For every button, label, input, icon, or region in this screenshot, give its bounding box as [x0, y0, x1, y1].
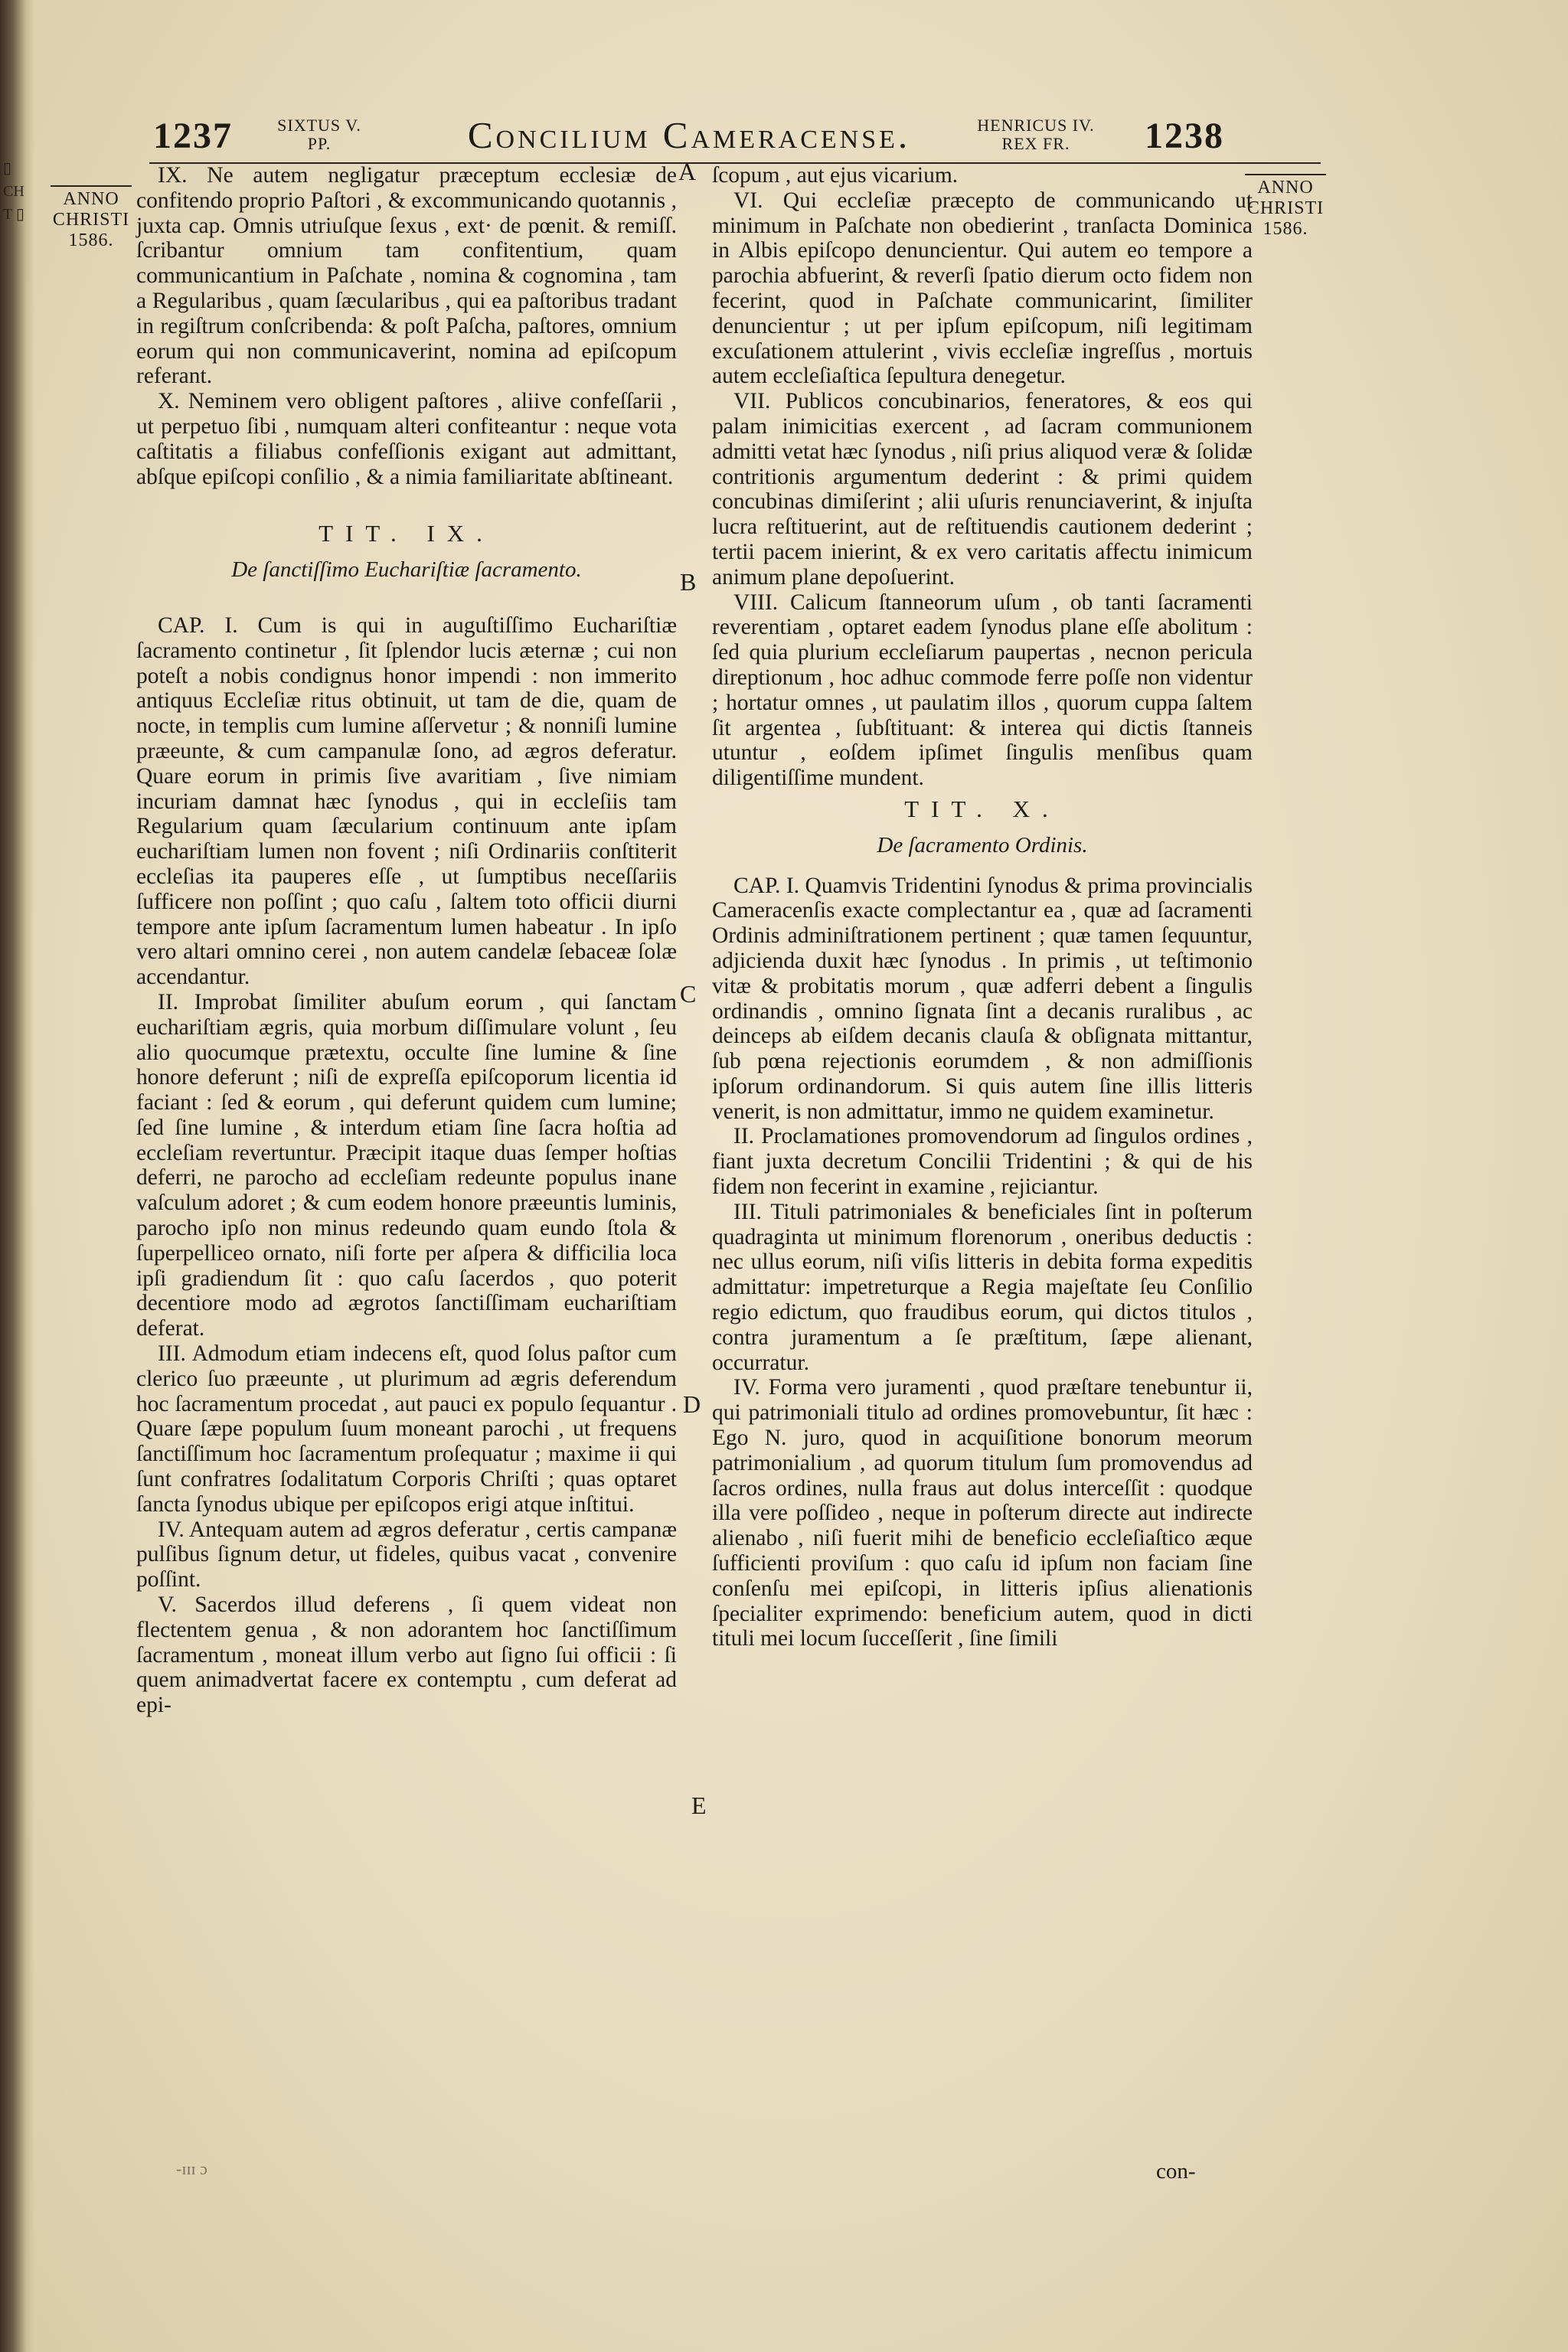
stray-mark: -ɪɪɪ ɔ — [176, 2159, 207, 2178]
section-marker-e: E — [691, 1792, 707, 1819]
title-subheading: De ſacramento Ordinis. — [877, 832, 1088, 858]
section-marker-b: B — [680, 568, 697, 596]
page-number-right: 1238 — [1145, 116, 1224, 156]
running-title: Concilium Cameracense. — [467, 114, 911, 156]
margin-note-left-line-2: CHRISTI — [52, 210, 130, 230]
right-column — [712, 163, 1253, 1651]
paragraph: ſcopum , aut ejus vicarium. — [712, 163, 959, 188]
margin-note-right-rule — [1245, 174, 1326, 175]
running-head-right — [971, 116, 1101, 153]
title-heading: TIT. IX. — [318, 520, 495, 547]
section-marker-c: C — [680, 980, 697, 1008]
margin-note-left-line-1: ANNO — [63, 189, 119, 209]
running-head-left-line-2: PP. — [307, 134, 332, 153]
paragraph: CAP. I. Quamvis Tridentini ſynodus & prima provincialis Cameracenſis exacte complectantur ea , quæ ad ſacramenti Ordinis adminiſtrationem pertinent ; quæ tamen ſequuntur, adjicienda duxit hæc ſynodus . In primis , ut teſtimonio vitæ & probitatis morum , quæ adferri debent a ſingulis ordinandis , omnino ſignata ſint a decanis ruralibus , ac deinceps ab eiſdem decanis clauſa & obſignata mittantur, ſub pœna rejectionis eorumdem , & non admiſſionis ipſorum ordinandorum. Si quis autem ſine illis litteris venerit, is non admittatur, immo ne quidem examinetur. — [712, 873, 1253, 1124]
margin-note-left-line-3: 1586. — [68, 230, 114, 250]
catchword: con- — [1156, 2159, 1196, 2184]
running-head-right-line-1: HENRICUS IV. — [977, 116, 1095, 135]
page-number-left: 1237 — [153, 116, 233, 156]
section-marker-a: A — [678, 158, 697, 185]
title-subheading: De ſanctiſſimo Euchariſtiæ ſacramento. — [231, 557, 582, 583]
paragraph: CAP. I. Cum is qui in auguſtiſſimo Euchariſtiæ ſacramento continetur , ſit ſplendor lucis æternæ ; cui non poteſt a nobis condignus honor impendi : non immerito antiquus Eccleſiæ ritus obtinuit, ut tam de die, quam de nocte, in templis cum lumine aſſervetur ; & nonniſi lumine præeunte, & cum campanulæ ſono, ad ægros deferatur. Quare eorum in primis ſive avaritiam , ſive nimiam incuriam damnat hæc ſynodus , qui in eccleſiis tam Regularium quam ſæcularium continuum ante ipſam euchariſtiam lumen non fovent ; niſi Ordinariis conſtiterit eccleſias ita pauperes eſſe , ut ſumptibus neceſſariis ſufficere non poſſint ; quo caſu , ſaltem toto officii diurni tempore ante ipſum ſacramentum lumen habeatur . In ipſo vero altari omnino cerei , non autem candelæ ſebaceæ ſolæ accendantur. — [136, 612, 677, 990]
paragraph: IX. Ne autem negligatur prӕceptum ecclesiӕ de confitendo proprio Paſtori , & excommunicando quotannis , juxta cap. Omnis utriuſque ſexus , ext· de pœnit. & remiſſ. ſcribantur omnium tam confitentium, quam communicantium in Paſchate , nomina & cognomina , tam a Regularibus , quam ſæcularibus , qui ea paſtoribus tradant in regiſtrum conſcribenda: & poſt Paſcha, paſtores, omnium eorum qui non communicaverint, nomina ad epiſcopum referant. — [136, 163, 677, 389]
paragraph: VIII. Calicum ſtanneorum uſum , ob tanti ſacramenti reverentiam , optaret eadem ſynodus plane eſſe abolitum : ſed quia plurium eccleſiarum paupertas , necnon pericula direptionum , hoc adhuc commode ferre poſſe non videntur ; hortatur omnes , ut paulatim illos , quorum cuppa ſaltem ſit argentea , ſubſtituant: & interea qui dictis ſtanneis utuntur , eoſdem ipſimet ſingulis menſibus quam diligentiſſime mundent. — [712, 590, 1253, 791]
paragraph: IV. Forma vero juramenti , quod præſtare tenebuntur ii, qui patrimoniali titulo ad ordines promovebuntur, ſit hæc : Ego N. juro, quod in acquiſitione bonorum meorum patrimonialium , ad quorum titulum ſum promovendus ad ſacros ordines, nulla fraus aut dolus interceſſit : quodque illa vere poſſideo , neque in poſterum directe aut indirecte alienabo , niſi fuerit mihi de beneficio eccleſiaſtico æque ſufficienti proviſum : quo caſu id ipſum non faciam ſine conſenſu mei epiſcopi, in litteris ipſius alienationis ſpecialiter exprimendo: beneficium autem, quod in dicti tituli mei locum ſucceſſerit , ſine ſimili — [712, 1375, 1253, 1651]
paragraph: III. Admodum etiam indecens eſt, quod ſolus paſtor cum clerico ſuo præeunte , ut plurimum ad ægris deferendum hoc ſacramentum procedat , aut pauci ex populo ſequantur . Quare ſæpe populum ſuum moneant parochi , ut frequens ſanctiſſimum hoc ſacramentum proſequatur ; maxime ii qui ſunt confratres ſodalitatum Corporis Chriſti ; quas optaret ſancta ſynodus ubique per epiſcopos erigi atque inſtitui. — [136, 1341, 677, 1517]
paragraph: III. Tituli patrimoniales & beneficiales ſint in poſterum quadraginta ut minimum florenorum , oneribus deductis : nec ullus eorum, niſi viſis litteris in debita forma expeditis admittatur: impetreturque a Regia majeſtate ſeu Conſilio regio edictum, quo fraudibus eorum, qui dictos titulos , contra juramentum a ſe præſtitum, ſæpe alienant, occurratur. — [712, 1199, 1253, 1375]
binding-text-fragment: ▯ CH T ▯ — [3, 160, 24, 223]
margin-note-right-line-3: 1586. — [1263, 219, 1308, 239]
paragraph: II. Improbat ſimiliter abuſum eorum , qui ſanctam euchariſtiam ægris, quia morbum diſſimulare volunt , ſeu alio quocumque prætextu, occulte ſine lumine & ſine honore deferunt ; niſi de expreſſa epiſcoporum licentia id faciant : ſed & eorum , qui deferunt quidem cum lumine; ſed ſine lumine , & interdum etiam ſine ſacra hoſtia ad eccleſiam revertuntur. Præcipit itaque duas ſemper hoſtias deferri, ne parocho ad eccleſiam redeunte populus inane vaſculum adoret ; & cum eodem honore præeuntis luminis, parocho ipſo non minus redeundo quam eundo ſtola & ſuperpelliceo ornato, niſi forte per aſpera & difficilia loca ipſi gradiendum ſit : quo caſu ſacerdos , quo poterit decentiore modo ad ægrotos ſanctiſſimam euchariſtiam deferat. — [136, 989, 677, 1341]
paragraph: IV. Antequam autem ad ægros deferatur , certis campanæ pulſibus ſignum detur, ut fideles, quibus vacat , convenire poſſint. — [136, 1517, 677, 1592]
paragraph: X. Neminem vero obligent paſtores , aliive confeſſarii , ut perpetuo ſibi , numquam alteri confiteantur : neque vota caſtitatis a filiabus confeſſionis exigant aut admittant, abſque epiſcopi conſilio , & a nimia familiaritate abſtineant. — [136, 389, 677, 489]
margin-note-right-line-2: CHRISTI — [1246, 198, 1325, 218]
left-column — [136, 163, 677, 1718]
paragraph: VI. Qui eccleſiæ præcepto de communicando ut minimum in Paſchate non obedierint , tranſacta Dominica in Albis epiſcopo denuncientur. Qui autem eo tempore a parochia abfuerint, & reverſi ſpatio dierum octo fidem non fecerint, quod in Paſchate communicarint, ſimiliter denuncientur ; ut per ipſum epiſcopum, niſi legitimam excuſationem attulerint , vivis eccleſiæ ingreſſus , mortuis autem eccleſiaſtica ſepultura denegetur. — [712, 188, 1253, 389]
paragraph: V. Sacerdos illud deferens , ſi quem videat non flectentem genua , & non adorantem hoc ſanctiſſimum ſacramentum , moneat illum verbo aut ſigno ſui officii : ſi quem animadvertat facere ex contemptu , cum deferat ad epi- — [136, 1592, 677, 1718]
title-heading: TIT. X. — [904, 795, 1060, 822]
paragraph: VII. Publicos concubinarios, feneratores, & eos qui palam inimicitias exercent , ad ſacram communionem admitti vetat hæc ſynodus , niſi prius aliquod veræ & ſolidæ contritionis argumentum dederint : & primi quidem concubinas dimiſerint ; alii uſuris renunciaverint, & injuſta lucra reſtituerint, aut de reſtituendis cautionem dederint ; tertii pacem inierint, & ex vero caritatis affectu inimicum animum plane depoſuerint. — [712, 389, 1253, 590]
margin-note-left-rule — [51, 185, 132, 187]
section-marker-d: D — [683, 1390, 701, 1418]
book-binding-gutter — [0, 0, 35, 2352]
margin-note-right-line-1: ANNO — [1257, 178, 1314, 198]
running-head-right-line-2: REX FR. — [1001, 134, 1070, 153]
margin-note-left — [46, 184, 136, 251]
margin-note-right — [1240, 172, 1331, 240]
running-head-left-line-1: SIXTUS V. — [277, 116, 361, 135]
running-head-left — [270, 116, 369, 153]
paragraph: II. Proclamationes promovendorum ad ſingulos ordines , fiant juxta decretum Concilii Tridentini ; & qui de his fidem non fecerint in examine , rejiciantur. — [712, 1124, 1253, 1200]
